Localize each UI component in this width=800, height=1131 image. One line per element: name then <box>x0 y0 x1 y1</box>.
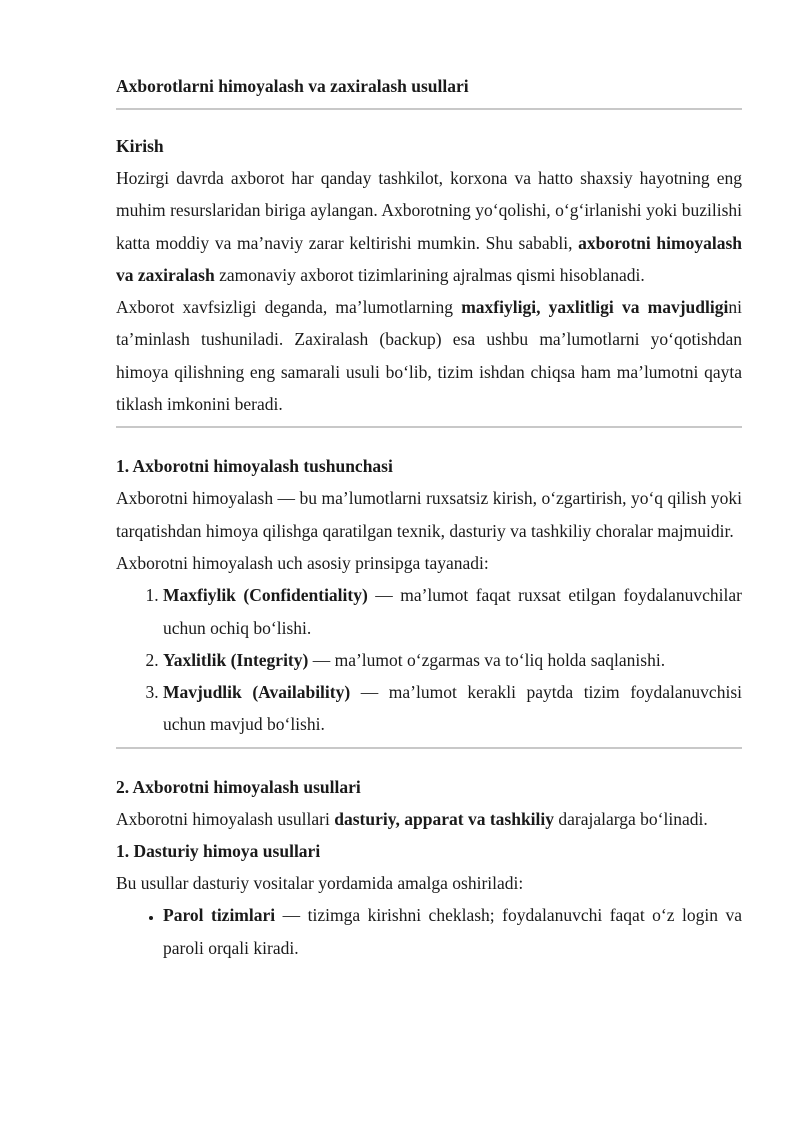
section-2-subheading: 1. Dasturiy himoya usullari <box>116 841 321 862</box>
section-1-paragraph-1: Axborotni himoyalash — bu ma’lumotlarni ruxsatsiz kirish, o‘zgartirish, yo‘q qilish yoki tarqatishdan himoya qilishga qaratilgan texnik, dasturiy va tashkiliy choralar majmuidir. <box>116 488 742 541</box>
section-2-paragraph-1: Axborotni himoyalash usullari dasturiy, apparat va tashkiliy darajalarga bo‘linadi. <box>116 808 708 829</box>
section-2-heading: 2. Axborotni himoyalash usullari <box>116 776 361 797</box>
divider <box>116 426 742 428</box>
section-2 <box>116 771 742 964</box>
intro-heading: Kirish <box>116 136 164 156</box>
divider <box>116 747 742 749</box>
section-2-paragraph-2: Bu usullar dasturiy vositalar yordamida amalga oshiriladi: <box>116 873 524 894</box>
section-1-paragraph-2: Axborotni himoyalash uch asosiy prinsipga tayanadi: <box>116 552 489 573</box>
section-1 <box>116 450 742 740</box>
list-item: 3. Mavjudlik (Availability) — ma’lumot kerakli paytda tizim foydalanuvchisi uchun mavjud bo‘lishi. <box>163 676 742 741</box>
section-1-heading: 1. Axborotni himoyalash tushunchasi <box>116 456 393 477</box>
list-item: • Parol tizimlari — tizimga kirishni cheklash; foydalanuvchi faqat o‘z login va paroli orqali kiradi. <box>163 899 742 964</box>
methods-list <box>116 899 742 964</box>
intro-paragraph-2: Axborot xavfsizligi deganda, ma’lumotlarning maxfiyligi, yaxlitligi va mavjudligini ta’minlash tushuniladi. Zaxiralash (backup) esa ushbu ma’lumotlarni yo‘qotishdan himoya qilishning eng samarali usuli bo‘lib, tizim ishdan chiqsa ham ma’lumotni qayta tiklash imkonini beradi. <box>116 297 742 415</box>
intro-paragraph-1: Hozirgi davrda axborot har qanday tashkilot, korxona va hatto shaxsiy hayotning eng muhim resurslaridan biriga aylangan. Axborotning yo‘qolishi, o‘g‘irlanishi yoki buzilishi katta moddiy va ma’naviy zarar keltirishi mumkin. Shu sababli, axborotni himoyalash va zaxiralash zamonaviy axborot tizimlarining ajralmas qismi hisoblanadi. <box>116 168 742 285</box>
list-item: 1. Maxfiylik (Confidentiality) — ma’lumot faqat ruxsat etilgan foydalanuvchilar uchun ochiq bo‘lishi. <box>163 579 742 644</box>
principles-list <box>116 579 742 740</box>
list-item: 2. Yaxlitlik (Integrity) — ma’lumot o‘zgarmas va to‘liq holda saqlanishi. <box>163 644 742 676</box>
document-title: Axborotlarni himoyalash va zaxiralash usullari <box>116 76 469 96</box>
intro-section <box>116 130 742 420</box>
divider <box>116 108 742 110</box>
